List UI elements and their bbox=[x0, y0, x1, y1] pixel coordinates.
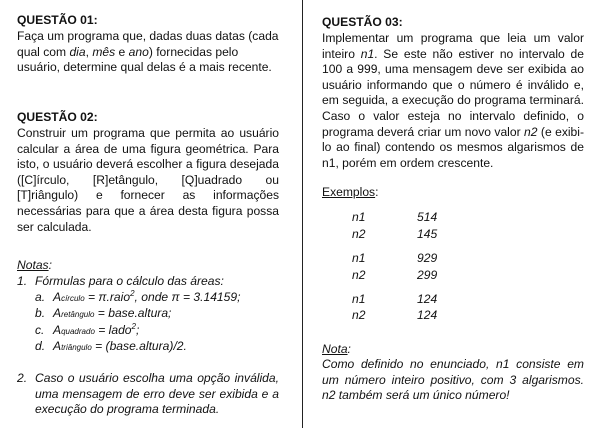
formula-a-A: A bbox=[53, 289, 62, 304]
q01-line2c: e bbox=[115, 44, 129, 59]
formula-c-sub: quadrado bbox=[61, 326, 95, 336]
formula-c-A: A bbox=[53, 322, 62, 337]
q01-ano: ano bbox=[128, 44, 149, 59]
column-divider bbox=[302, 0, 303, 428]
formula-b-A: A bbox=[53, 306, 62, 321]
formula-d-rest: = (base.altura)/2. bbox=[91, 339, 187, 354]
exemplos-colon: : bbox=[375, 185, 379, 199]
q03-n2: n2 bbox=[524, 124, 538, 139]
example-3-k2: n2 bbox=[352, 308, 366, 322]
formula-c-expr: = lado bbox=[94, 322, 132, 337]
example-1-v2: 145 bbox=[417, 227, 438, 241]
note-item-1 bbox=[17, 274, 279, 356]
q01-line2b: , bbox=[85, 44, 93, 59]
formula-a-expr: = π.raio bbox=[84, 289, 131, 304]
q03-n1: n1 bbox=[360, 46, 375, 61]
formula-b-sub: retângulo bbox=[61, 310, 95, 320]
formula-b-rest: = base.altura; bbox=[94, 306, 172, 321]
notas-label: Notas bbox=[17, 258, 49, 272]
example-1-v1: 514 bbox=[417, 210, 438, 224]
note-2-number: 2. bbox=[17, 371, 28, 385]
formula-a-rest: , onde π = 3.14159; bbox=[134, 289, 241, 304]
q03-body-a: Implementar um programa que leia um valor inteiro bbox=[322, 31, 584, 61]
example-2-v1: 929 bbox=[417, 251, 438, 265]
q01-title: QUESTÃO 01: bbox=[17, 13, 98, 27]
formula-a-sup: 2 bbox=[130, 288, 135, 298]
q01-line3: usuário, determine qual delas é a mais recente. bbox=[17, 60, 272, 75]
formula-d-A: A bbox=[53, 339, 62, 354]
q01-line2a: qual com bbox=[17, 44, 70, 59]
q01-mes: mês bbox=[92, 44, 116, 59]
nota-label: Nota bbox=[322, 342, 348, 356]
example-1-k1: n1 bbox=[352, 210, 366, 224]
note-item-2 bbox=[17, 371, 279, 418]
q02-title: QUESTÃO 02: bbox=[17, 110, 98, 124]
formula-c-sup: 2 bbox=[131, 321, 136, 331]
nota-colon: : bbox=[347, 342, 351, 356]
q03-title: QUESTÃO 03: bbox=[322, 15, 403, 29]
q03-body-b: . Se este não estiver no intervalo de 100 a 999, uma mensagem deve ser exibida ao usuário informando que o número é inválido e, em seguida, a execução do programa terminará. Caso o valor esteja no intervalo definido, o programa deverá criar um novo valor bbox=[322, 46, 584, 139]
example-2-k1: n1 bbox=[352, 251, 366, 265]
formula-d bbox=[35, 339, 279, 356]
example-2-k2: n2 bbox=[352, 268, 366, 282]
q01-body bbox=[17, 29, 281, 76]
q02-notas-heading bbox=[17, 258, 52, 274]
q02-notes-list-2 bbox=[17, 371, 279, 418]
formula-d-sub: triângulo bbox=[61, 343, 92, 353]
note-1-number: 1. bbox=[17, 274, 28, 288]
note-2-text: Caso o usuário escolha uma opção inválida, uma mensagem de erro deve ser exibida e a execução do programa terminada. bbox=[35, 371, 279, 417]
formula-c bbox=[35, 323, 279, 340]
example-3-k1: n1 bbox=[352, 292, 366, 306]
formula-list bbox=[35, 290, 279, 356]
q02-notes-list bbox=[17, 274, 279, 356]
q01-line2d: ) fornecidas pelo bbox=[148, 44, 239, 59]
exemplos-heading bbox=[322, 185, 378, 201]
exemplos-label: Exemplos bbox=[322, 185, 376, 199]
nota-heading bbox=[322, 342, 351, 358]
formula-b-letter: b. bbox=[35, 306, 46, 321]
formula-c-letter: c. bbox=[35, 322, 45, 337]
example-2-v2: 299 bbox=[417, 268, 438, 282]
q03-body-c: (e exibi-lo ao final) contendo os mesmos algarismos de n1, porém em ordem crescente. bbox=[322, 124, 585, 170]
example-3-v2: 124 bbox=[417, 308, 438, 322]
notas-colon: : bbox=[48, 258, 52, 272]
q01-dia: dia bbox=[69, 44, 86, 59]
formula-b bbox=[35, 306, 279, 323]
formula-a-letter: a. bbox=[35, 289, 46, 304]
formula-a-sub: círculo bbox=[61, 293, 85, 303]
q03-body bbox=[322, 31, 584, 171]
formula-c-rest: ; bbox=[136, 322, 140, 337]
example-1-k2: n2 bbox=[352, 227, 366, 241]
q02-body: Construir um programa que permita ao usuário calcular a área de uma figura geométrica. Para isto, o usuário deverá escolher a figura desejada ([C]írculo, [R]etângulo, [Q]uadrado ou [T]riângulo) e fornecer as informações necessárias para que a área desta figura possa ser calculada. bbox=[17, 126, 279, 234]
nota-text: Como definido no enunciado, n1 consiste em um número inteiro positivo, com 3 algarismos. n2 também será um único número! bbox=[322, 357, 584, 403]
formula-d-letter: d. bbox=[35, 339, 46, 354]
q01-line1: Faça um programa que, dadas duas datas (cada bbox=[17, 29, 279, 43]
formula-a bbox=[35, 290, 279, 307]
example-3-v1: 124 bbox=[417, 292, 438, 306]
note-1-text: Fórmulas para o cálculo das áreas: bbox=[35, 274, 224, 288]
